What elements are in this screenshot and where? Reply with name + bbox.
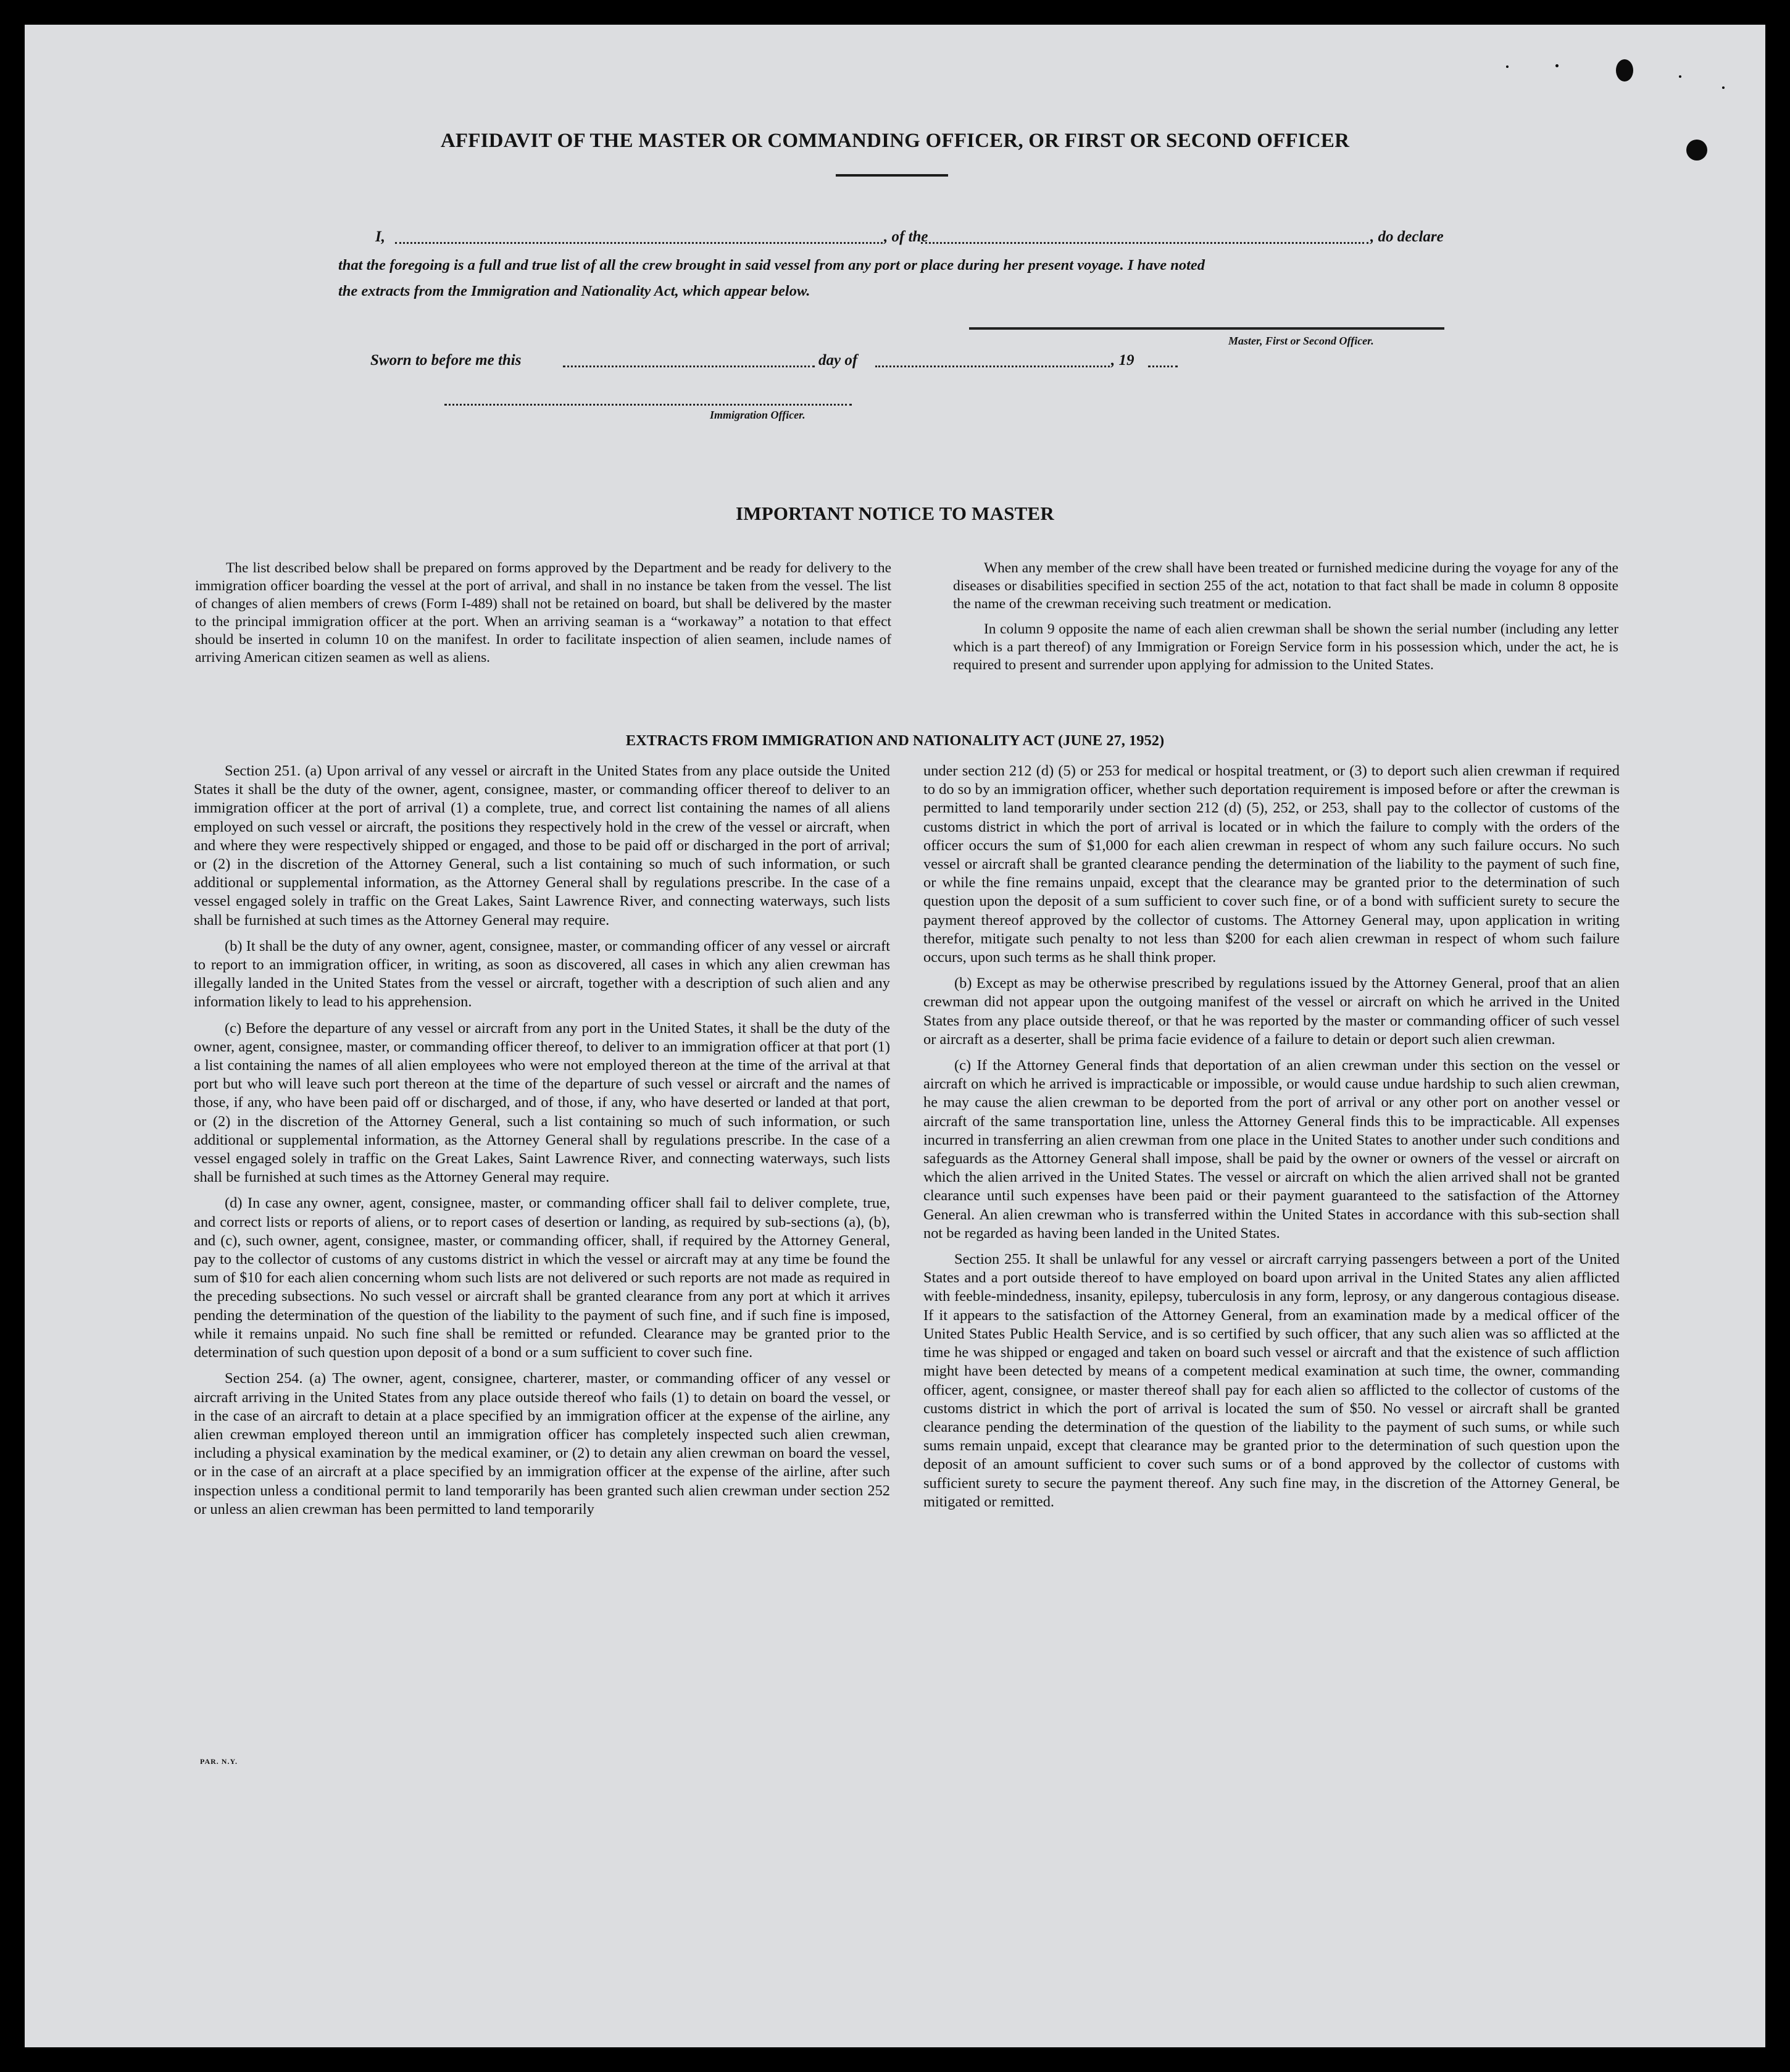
extracts-left-column [194, 762, 890, 1526]
notice-right-column [953, 559, 1618, 682]
notice-right-paragraph-1: When any member of the crew shall have been treated or furnished medicine during the voyage for any of the diseases or disabilities specified in section 255 of the act, notation to that fact shall be made in column 8 opposite the name of the crewman receiving such treatment or medication. [953, 560, 1618, 612]
section-254-a: Section 254. (a) The owner, agent, consignee, charterer, master, or commanding officer of any vessel or aircraft arriving in the United States from any place outside thereof who fails (1) to detain on board the vessel, or in the case of an aircraft to detain at a place specified by an immigration officer at the expense of the airline, any alien crewman employed thereon until an immigration officer has completely inspected such alien crewman, including a physical examination by the medical examiner, or (2) to detain any alien crewman on board the vessel, or in the case of an aircraft at a place specified by an immigration officer at the expense of the airline, after such inspection unless a conditional permit to land temporarily has been granted such alien crewman under section 252 or unless an alien crewman has been permitted to land temporarily [194, 1370, 890, 1518]
section-251-b: (b) It shall be the duty of any owner, agent, consignee, master, or commanding officer of any vessel or aircraft to report to an immigration officer, in writing, as soon as discovered, all cases in which any alien crewman has illegally landed in the United States from the vessel or aircraft, together with a description of such alien and any information likely to lead to his apprehension. [194, 937, 890, 1011]
affidavit-title: AFFIDAVIT OF THE MASTER OR COMMANDING OFFICER, OR FIRST OR SECOND OFFICER [440, 130, 1350, 152]
scan-speck [1506, 65, 1509, 68]
sworn-year-field[interactable] [1148, 366, 1178, 367]
declaration-line-1: that the foregoing is a full and true list of all the crew brought in said vessel from any port or place during her present voyage. I have noted [338, 257, 1205, 274]
immigration-officer-signature-line[interactable] [444, 404, 852, 406]
do-declare-label: , do declare [1370, 228, 1444, 245]
sworn-prefix: Sworn to before me this [370, 352, 522, 369]
declarant-prefix: I, [375, 228, 385, 245]
scan-speck [1722, 86, 1725, 89]
notice-left-column [195, 559, 891, 674]
title-underline [836, 174, 948, 177]
section-254-a-continued: under section 212 (d) (5) or 253 for medical or hospital treatment, or (3) to deport such alien crewman if required to do so by an immigration officer, whether such deportation requirement is imposed before or after the crewman is permitted to land temporarily under section 212 (d) (5), 252, or 253, shall pay to the collector of customs of the customs district in which the port of arrival is located or in which the failure to comply with the orders of the officer occurs the sum of $1,000 for each alien crewman in respect of whom any such failure occurs. No such vessel or aircraft shall be granted clearance pending the determination of the liability to the payment of such fine, or while the fine remains unpaid, except that the clearance may be granted prior to the determination of such question upon the deposit of a sum sufficient to cover such fine, or of a bond with sufficient surety to secure the payment thereof approved by the collector of customs. The Attorney General may, upon application in writing therefor, mitigate such penalty to not less than $200 for each alien crewman in respect of whom such failure occurs, upon such terms as he shall think proper. [923, 762, 1620, 966]
sworn-day-field[interactable] [563, 366, 815, 367]
section-254-b: (b) Except as may be otherwise prescribed by regulations issued by the Attorney General, proof that an alien crewman did not appear upon the outgoing manifest of the vessel or aircraft on which he arrived in the United States from any place outside thereof, or that he was reported by the master or commanding officer of such vessel or aircraft as a deserter, shall be prima facie evidence of a failure to detain or deport such alien crewman. [923, 975, 1620, 1048]
scan-speck [1616, 59, 1633, 81]
year-prefix: , 19 [1111, 352, 1134, 369]
section-251-d: (d) In case any owner, agent, consignee, master, or commanding officer shall fail to deliver complete, true, and correct lists or reports of aliens, or to report cases of desertion or landing, as required by sub-sections (a), (b), and (c), such owner, agent, consignee, master, or commanding officer, shall, if required by the Attorney General, pay to the collector of customs of any customs district in which the vessel or aircraft may at any time be found the sum of $10 for each alien concerning whom such lists are not delivered or such reports are not made as required in the preceding subsections. No such vessel or aircraft shall be granted clearance from any port at which it arrives pending the determination of the question of the liability to the payment of such fine, and if such fine is imposed, while it remains unpaid. No such fine shall be remitted or refunded. Clearance may be granted prior to the determination of such question upon deposit of a bond or a sum sufficient to cover such fine. [194, 1195, 890, 1361]
immigration-officer-label: Immigration Officer. [710, 409, 806, 421]
section-251-a: Section 251. (a) Upon arrival of any vessel or aircraft in the United States from any place outside the United States it shall be the duty of the owner, agent, consignee, master, or commanding officer thereof to deliver to an immigration officer at the port of arrival (1) a complete, true, and correct list containing the names of all aliens employed on such vessel or aircraft, the positions they respectively hold in the crew of the vessel or aircraft, when and where they were respectively shipped or engaged, and those to be paid off or discharged in the port of arrival; or (2) in the discretion of the Attorney General, such a list containing so much of such information, or such additional or supplemental information, as the Attorney General shall by regulations prescribe. In the case of a vessel engaged solely in traffic on the Great Lakes, Saint Lawrence River, and connecting waterways, such lists shall be furnished at such times as the Attorney General may require. [194, 762, 890, 929]
of-the-label: , of the [884, 228, 928, 245]
section-255: Section 255. It shall be unlawful for any vessel or aircraft carrying passengers between a port of the United States and a port outside thereof to have employed on board upon arrival in the United States any alien afflicted with feeble-mindedness, insanity, epilepsy, tuberculosis in any form, leprosy, or any dangerous contagious disease. If it appears to the satisfaction of the Attorney General, from an examination made by a medical officer of the United States Public Health Service, and is so certified by such officer, that any such alien was so afflicted at the time he was shipped or engaged and taken on board such vessel or aircraft and that the existence of such affliction might have been detected by means of a competent medical examination at such time, the owner, commanding officer, agent, consignee, or master thereof shall pay for each alien so afflicted to the collector of customs of the customs district in which the port of arrival is located the sum of $50. No vessel or aircraft shall be granted clearance pending the determination of the question of the liability to the payment of such sums, or while such sums remain unpaid, except that clearance may be granted prior to the determination of such question upon the deposit of an amount sufficient to cover such sums or of a bond approved by the collector of customs with sufficient surety to secure the payment thereof. Any such fine may, in the discretion of the Attorney General, be mitigated or remitted. [923, 1251, 1620, 1510]
sworn-month-field[interactable] [875, 366, 1110, 367]
extracts-title: EXTRACTS FROM IMMIGRATION AND NATIONALITY ACT (JUNE 27, 1952) [625, 732, 1165, 749]
scan-speck [1686, 140, 1707, 161]
declaration-line-2: the extracts from the Immigration and Nationality Act, which appear below. [338, 283, 810, 299]
declarant-name-field[interactable] [395, 242, 883, 244]
extracts-right-column [923, 762, 1620, 1519]
day-of-label: day of [818, 352, 858, 369]
master-signature-label: Master, First or Second Officer. [1228, 335, 1374, 347]
notice-right-paragraph-2: In column 9 opposite the name of each alien crewman shall be shown the serial number (including any letter which is a part thereof) of any Immigration or Foreign Service form in his possession which, under the act, he is required to present and surrender upon applying for admission to the United States. [953, 621, 1618, 673]
section-251-c: (c) Before the departure of any vessel or aircraft from any port in the United States, it shall be the duty of the owner, agent, consignee, master, or commanding officer thereof, to deliver to an immigration officer at that port (1) a list containing the names of all alien employees who were not employed thereon at the time of the arrival at that port but who will leave such port thereon at the time of the departure of such vessel or aircraft and the names of those, if any, who have been paid off or discharged, and of those, if any, who have deserted or landed at that port, or (2) in the discretion of the Attorney General, such a list containing so much of such information, or such additional or supplemental information, as the Attorney General shall by regulations prescribe. In the case of a vessel engaged solely in traffic on the Great Lakes, Saint Lawrence River, and connecting waterways, such lists shall be furnished at such times as the Attorney General may require. [194, 1019, 890, 1186]
printer-mark: PAR. N.Y. [200, 1757, 238, 1766]
vessel-name-field[interactable] [921, 242, 1368, 244]
scan-speck [1555, 64, 1559, 67]
section-254-c: (c) If the Attorney General finds that deportation of an alien crewman under this section on the vessel or aircraft on which he arrived is impracticable or impossible, or would cause undue hardship to such alien crewman, he may cause the alien crewman to be deported from the port of arrival or any other port on another vessel or aircraft of the same transportation line, unless the Attorney General finds this to be impracticable. All expenses incurred in transferring an alien crewman from one place in the United States to another under such conditions and safeguards as the Attorney General shall impose, shall be paid by the owner or owners of the vessel or aircraft on which the alien arrived in the United States. The vessel or aircraft on which the alien arrived shall not be granted clearance until such expenses have been paid or their payment guaranteed to the satisfaction of the Attorney General. An alien crewman who is transferred within the United States in accordance with this sub-section shall not be regarded as having been landed in the United States. [923, 1057, 1620, 1242]
notice-left-paragraph: The list described below shall be prepared on forms approved by the Department and be ready for delivery to the immigration officer boarding the vessel at the port of arrival, and shall in no instance be taken from the vessel. The list of changes of alien members of crews (Form I-489) shall not be retained on board, but shall be delivered by the master to the principal immigration officer at the port. When an arriving seaman is a “workaway” a notation to that effect should be inserted in column 10 on the manifest. In order to facilitate inspection of alien seamen, include names of arriving American citizen seamen as well as aliens. [195, 560, 891, 666]
notice-title: IMPORTANT NOTICE TO MASTER [736, 503, 1054, 524]
scan-speck [1679, 75, 1681, 78]
master-signature-line[interactable] [969, 327, 1444, 330]
document-page [25, 25, 1765, 2047]
